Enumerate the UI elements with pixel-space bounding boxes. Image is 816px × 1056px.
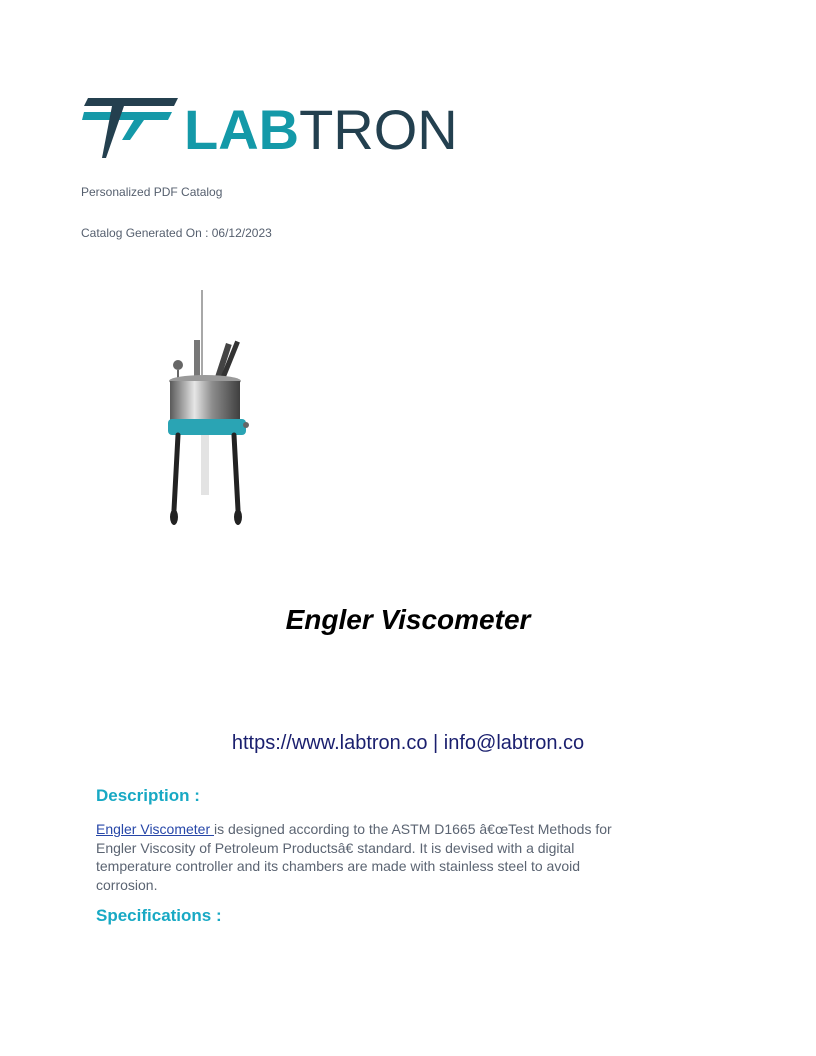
labtron-logo-mark-icon (82, 96, 180, 160)
contact-line[interactable]: https://www.labtron.co | info@labtron.co (231, 732, 585, 754)
logo-text-tron: TRON (299, 98, 458, 161)
description-heading: Description : (96, 786, 200, 805)
catalog-generated-date: Catalog Generated On : 06/12/2023 (81, 226, 272, 240)
specifications-heading: Specifications : (96, 906, 222, 925)
product-link[interactable]: Engler Viscometer (96, 821, 215, 837)
catalog-subtitle: Personalized PDF Catalog (81, 185, 223, 199)
logo-text-lab: LAB (184, 98, 300, 161)
product-image (160, 285, 255, 530)
product-title: Engler Viscometer (285, 604, 531, 635)
viscometer-product-icon (160, 285, 255, 530)
labtron-logo (82, 96, 462, 162)
description-body (96, 820, 636, 894)
description-text: is designed according to the ASTM D1665 â€œTest Methods for Engler Viscosity of Petroleum Productsâ€ standard. It is devised with a digital temperature controller and its chambers are made with stainless steel to avoid corrosion. (96, 821, 612, 893)
labtron-logo-wordmark (184, 98, 458, 161)
